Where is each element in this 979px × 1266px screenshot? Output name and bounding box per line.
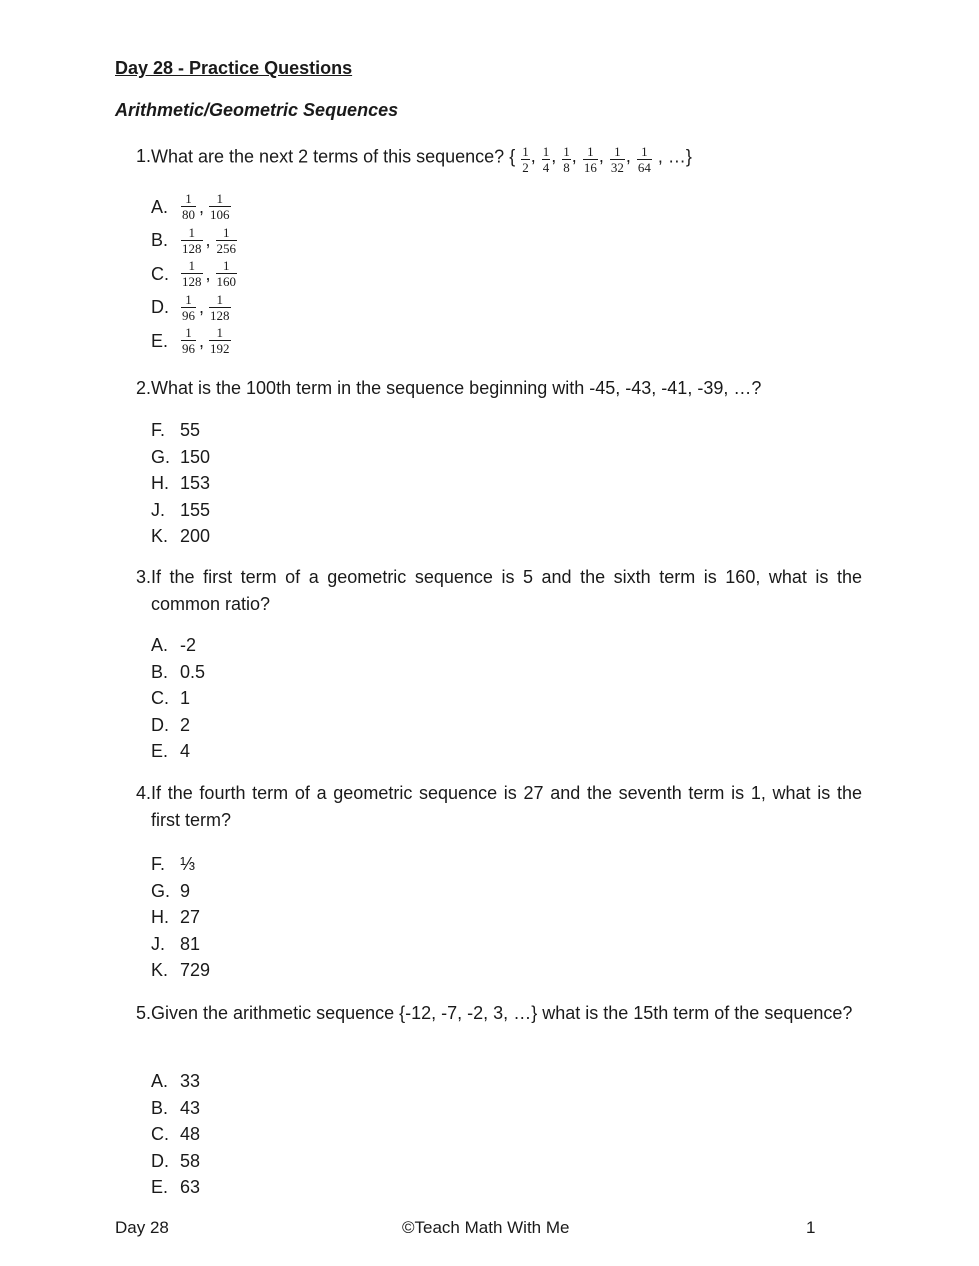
question-5-options	[151, 1068, 200, 1201]
section-title: Arithmetic/Geometric Sequences	[115, 100, 399, 120]
option-value: 58	[180, 1150, 201, 1171]
option-value: -2	[180, 635, 197, 655]
option-letter: F.	[151, 420, 166, 440]
option-letter: G.	[151, 446, 171, 467]
question-1	[115, 143, 862, 175]
footer-center: ©Teach Math With Me	[402, 1218, 570, 1237]
fraction: $\frac{1}{128}$	[182, 258, 202, 290]
option-value: 0.5	[180, 661, 206, 682]
question-number: 1.	[135, 146, 151, 166]
option-letter: C.	[151, 688, 169, 708]
option-value: 9	[180, 880, 191, 901]
footer-left: Day 28	[115, 1218, 169, 1237]
question-number: 5.	[135, 1003, 151, 1023]
fraction: $\frac{1}{106}$	[210, 191, 230, 223]
question-text: What is the 100th term in the sequence beginning with -45, -43, -41, -39, …?	[151, 378, 762, 398]
option-letter: K.	[151, 960, 169, 980]
fraction: $\frac{1}{128}$	[210, 291, 230, 323]
fraction: $\frac{1}{192}$	[210, 325, 230, 357]
fraction: $\frac{1}{96}$	[182, 325, 195, 357]
option[interactable]	[151, 497, 210, 524]
question-text: Given the arithmetic sequence {-12, -7, -2, 3, …} what is the 15th term of the sequence?	[151, 1003, 853, 1023]
option[interactable]	[151, 444, 210, 471]
option-letter: D.	[151, 297, 169, 317]
option-letter: H.	[151, 907, 169, 927]
option-letter: E.	[151, 741, 169, 761]
option-value: 729	[180, 960, 211, 980]
sequence-ending: , …}	[657, 146, 692, 167]
option[interactable]	[151, 1174, 200, 1201]
option-letter: A.	[151, 635, 169, 655]
option[interactable]	[151, 1148, 200, 1175]
question-2-options	[151, 417, 210, 550]
option-letter: C.	[151, 263, 169, 284]
option-letter: G.	[151, 880, 171, 901]
option[interactable]	[151, 851, 210, 878]
option-letter: B.	[151, 230, 169, 250]
option-value: ⅓	[180, 854, 196, 874]
option[interactable]	[151, 523, 210, 550]
option-letter: E.	[151, 330, 169, 351]
option-letter: C.	[151, 1124, 169, 1144]
option[interactable]	[151, 632, 205, 659]
question-5	[115, 1000, 862, 1027]
option[interactable]	[151, 738, 205, 765]
question-number: 2.	[135, 378, 151, 398]
option-value: 1	[180, 688, 191, 708]
question-4-options	[151, 851, 210, 984]
option[interactable]	[151, 1095, 200, 1122]
option-value: 48	[180, 1124, 201, 1144]
option-letter: A.	[151, 196, 169, 217]
question-4	[115, 780, 862, 833]
option[interactable]	[151, 931, 210, 958]
option-value: 155	[180, 499, 211, 520]
fraction: $\frac{1}{80}$	[182, 191, 195, 223]
question-3	[115, 564, 862, 617]
option-value: 4	[180, 741, 191, 761]
option-letter: D.	[151, 1150, 169, 1171]
option[interactable]: C. $\frac{1}{128}$ , $\frac{1}{160}$	[151, 258, 237, 290]
option[interactable]: E. $\frac{1}{96}$ , $\frac{1}{192}$	[151, 325, 230, 357]
option[interactable]	[151, 957, 210, 984]
option[interactable]	[151, 685, 205, 712]
fraction: $\frac{1}{16}$	[583, 144, 597, 175]
question-2	[115, 375, 862, 402]
option[interactable]	[151, 878, 210, 905]
fraction: $\frac{1}{32}$	[610, 144, 624, 175]
question-text: If the first term of a geometric sequence is 5 and the sixth term is 160, what is the common ratio?	[151, 567, 862, 614]
option[interactable]	[151, 470, 210, 497]
option-value: 55	[180, 420, 201, 440]
fraction: $\frac{1}{64}$	[637, 144, 651, 175]
question-1-options	[151, 190, 238, 358]
option[interactable]	[151, 659, 205, 686]
option-letter: D.	[151, 714, 169, 735]
question-text: If the fourth term of a geometric sequence is 27 and the seventh term is 1, what is the first term?	[151, 783, 862, 830]
option-value: 43	[180, 1097, 201, 1118]
fraction: $\frac{1}{128}$	[182, 224, 202, 256]
option-value: 153	[180, 473, 211, 493]
question-number: 4.	[135, 783, 151, 803]
option-letter: A.	[151, 1071, 169, 1091]
option-value: 81	[180, 933, 201, 954]
fraction: $\frac{1}{4}$	[542, 144, 550, 175]
option[interactable]: A. $\frac{1}{80}$ , $\frac{1}{106}$	[151, 191, 230, 223]
option-letter: J.	[151, 499, 166, 520]
option-value: 150	[180, 446, 211, 467]
fraction: $\frac{1}{8}$	[563, 144, 570, 175]
page-number: 1	[806, 1218, 816, 1237]
option[interactable]	[151, 417, 210, 444]
question-3-options	[151, 632, 205, 765]
option-letter: E.	[151, 1177, 169, 1197]
option[interactable]: D. $\frac{1}{96}$ , $\frac{1}{128}$	[151, 291, 230, 323]
option-letter: H.	[151, 473, 169, 493]
option[interactable]	[151, 712, 205, 739]
fraction: $\frac{1}{96}$	[182, 291, 195, 323]
question-number: 3.	[135, 567, 151, 587]
option-value: 27	[180, 907, 201, 927]
page-title: Day 28 - Practice Questions	[115, 58, 353, 78]
option-value: 63	[180, 1177, 201, 1197]
question-text	[151, 143, 862, 175]
option-letter: K.	[151, 526, 169, 546]
option-value: 2	[180, 714, 191, 735]
fraction: $\frac{1}{160}$	[216, 258, 237, 290]
option-letter: B.	[151, 1097, 169, 1118]
fraction: $\frac{1}{2}$	[522, 144, 529, 175]
option-letter: F.	[151, 854, 166, 874]
option[interactable]	[151, 904, 210, 931]
option-letter: J.	[151, 933, 166, 954]
fraction: $\frac{1}{256}$	[216, 224, 237, 256]
option-letter: B.	[151, 661, 169, 682]
option-value: 33	[180, 1071, 201, 1091]
option[interactable]	[151, 1068, 200, 1095]
option[interactable]	[151, 1121, 200, 1148]
option[interactable]: B. $\frac{1}{128}$ , $\frac{1}{256}$	[151, 224, 237, 256]
question-stem: What are the next 2 terms of this sequence? {	[151, 146, 516, 167]
option-value: 200	[180, 526, 211, 546]
sequence-fractions: $\frac{1}{2}$ , $\frac{1}{4}$ , $\frac{1}{8}$ , $\frac{1}{16}$ , $\frac{1}{32}$ , $\frac{1}{64}$	[522, 144, 651, 175]
